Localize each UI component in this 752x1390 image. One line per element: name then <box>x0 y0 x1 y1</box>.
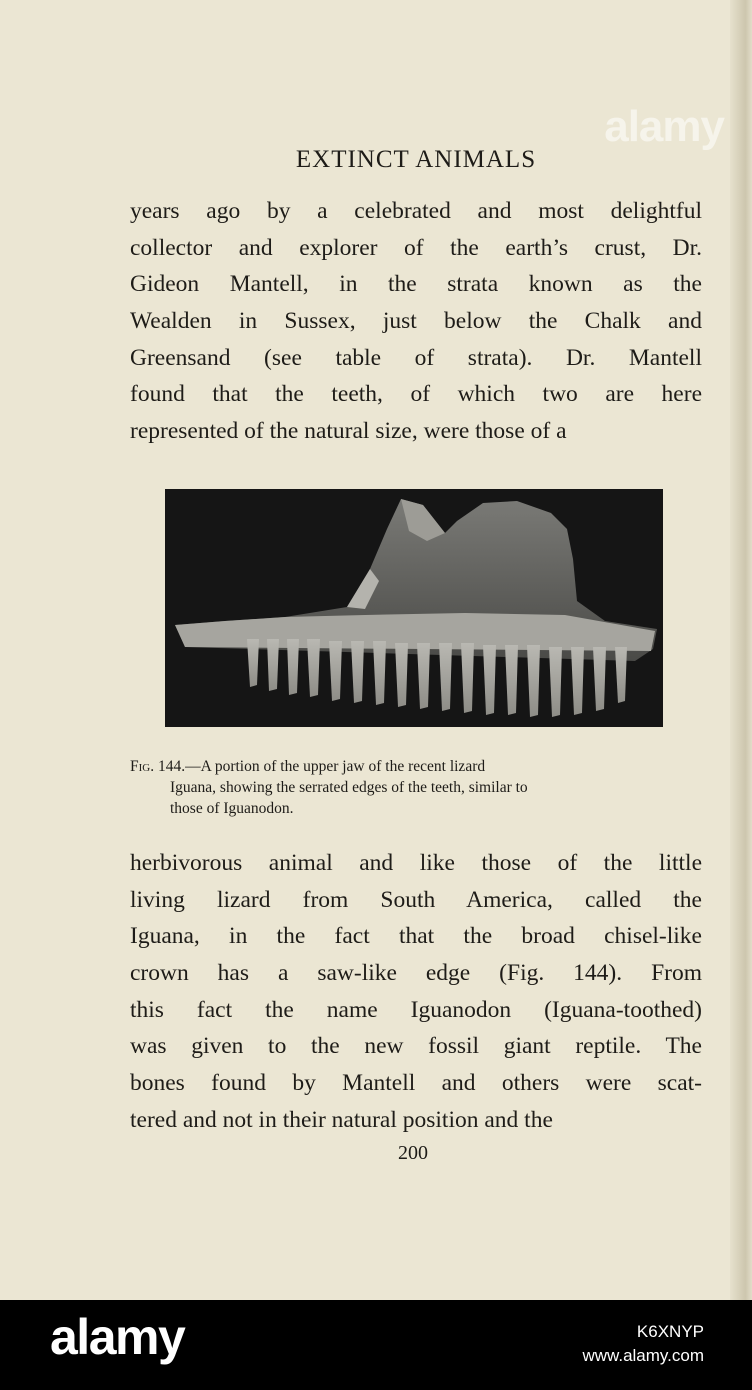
text-line: herbivorous animal and like those of the little <box>130 850 702 876</box>
paragraph-bottom <box>130 845 702 1139</box>
caption-line: Iguana, showing the serrated edges of the teeth, similar to <box>170 779 528 796</box>
watermark-logo: alamy <box>604 102 724 151</box>
running-head: EXTINCT ANIMALS <box>295 146 537 173</box>
text-line: years ago by a celebrated and most delightful <box>130 198 702 224</box>
paragraph-top <box>130 193 702 450</box>
caption-line <box>130 756 702 777</box>
iguana-jaw-photo <box>165 489 663 727</box>
footer-url: www.alamy.com <box>582 1346 704 1365</box>
footer-image-id: K6XNYP <box>636 1322 704 1341</box>
footer-logo: alamy <box>50 1309 185 1365</box>
text-line: tered and not in their natural position and the <box>130 1106 553 1133</box>
figure-label: Fig. 144. <box>130 758 186 775</box>
text-line: found that the teeth, of which two are here <box>130 381 702 408</box>
text-line: Iguana, in the fact that the broad chisel-like <box>130 923 702 950</box>
text-line: represented of the natural size, were those of a <box>130 418 567 445</box>
page-edge-shadow <box>730 0 752 1300</box>
page-number: 200 <box>398 1142 428 1164</box>
text-line: crown has a saw-like edge (Fig. 144). From <box>130 960 702 987</box>
text-line: living lizard from South America, called the <box>130 886 702 913</box>
caption-text: —A portion of the upper jaw of the recent lizard <box>185 758 486 775</box>
text-line: collector and explorer of the earth’s crust, Dr. <box>130 234 702 261</box>
text-line: Greensand (see table of strata). Dr. Mantell <box>130 344 702 371</box>
text-line: Wealden in Sussex, just below the Chalk and <box>130 308 702 335</box>
text-line: was given to the new fossil giant reptile. The <box>130 1033 702 1060</box>
text-line: Gideon Mantell, in the strata known as the <box>130 271 702 298</box>
figure-caption <box>130 756 702 819</box>
text-line: bones found by Mantell and others were scat- <box>130 1070 702 1097</box>
text-line: this fact the name Iguanodon (Iguana-toothed) <box>130 996 702 1023</box>
figure-iguana-jaw <box>165 489 663 727</box>
caption-line: those of Iguanodon. <box>170 800 294 817</box>
